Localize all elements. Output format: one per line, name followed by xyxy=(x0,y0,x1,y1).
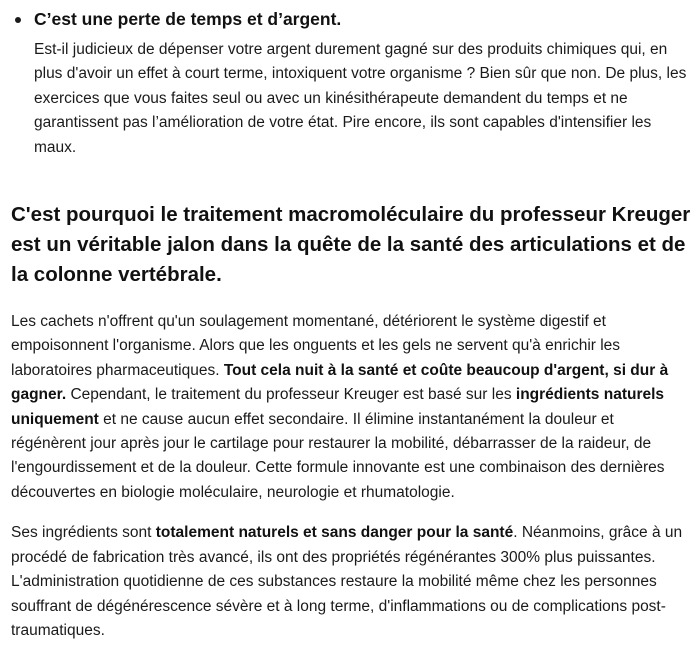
bullet-item xyxy=(11,6,692,160)
bullet-list xyxy=(11,0,692,160)
paragraph-1 xyxy=(11,310,692,505)
bullet-dot-icon xyxy=(15,17,21,23)
paragraph-1-bold-1: Tout cela nuit à la santé et coûte beaucoup d'argent, si dur à gagner. xyxy=(11,361,669,404)
paragraph-2 xyxy=(11,521,692,643)
bullet-title: C’est une perte de temps et d’argent. xyxy=(34,9,342,29)
paragraph-1-text-3: et ne cause aucun effet secondaire. Il élimine instantanément la douleur et régénèrent jour après jour le cartilage pour restaurer la mobilité, débarrasser de la raideur, de l'engourdissement et de la douleur. Cette formule innovante est une combinaison des dernières découvertes en biologie moléculaire, neurologie et rhumatologie. xyxy=(11,410,665,501)
section-heading: C'est pourquoi le traitement macromoléculaire du professeur Kreuger est un véritable jalon dans la quête de la santé des articulations et de la colonne vertébrale. xyxy=(11,203,691,287)
paragraph-1-bold-2: ingrédients naturels uniquement xyxy=(11,386,665,428)
paragraph-2-text-1: Ses ingrédients sont xyxy=(11,524,156,542)
paragraph-2-bold-1: totalement naturels et sans danger pour la santé xyxy=(155,524,514,542)
paragraph-1-text-2: Cependant, le traitement du professeur Kreuger est basé sur les xyxy=(66,386,516,404)
paragraph-1-text-1: Les cachets n'offrent qu'un soulagement momentané, détériorent le système digestif et empoisonnent l'organisme. Alors que les onguents et les gels ne servent qu'à enrichir les laboratoires pharmaceutiques. xyxy=(11,313,621,379)
bullet-text: Est-il judicieux de dépenser votre argent durement gagné sur des produits chimiques qui, en plus d'avoir un effet à court terme, intoxiquent votre organisme ? Bien sûr que non. De plus, les exercices que vous faites seul ou avec un kinésithérapeute demandent du temps et ne garantissent pas l’amélioration de votre état. Pire encore, ils sont capables d'intensifier les maux. xyxy=(34,41,687,156)
paragraph-2-text-2: . Néanmoins, grâce à un procédé de fabrication très avancé, ils ont des propriétés régénérantes 300% plus puissantes. L'administration quotidienne de ces substances restaure la mobilité même chez les personnes souffrant de dégénérescence sévère et à long terme, d'inflammations ou de complications post-traumatiques. xyxy=(11,524,683,639)
